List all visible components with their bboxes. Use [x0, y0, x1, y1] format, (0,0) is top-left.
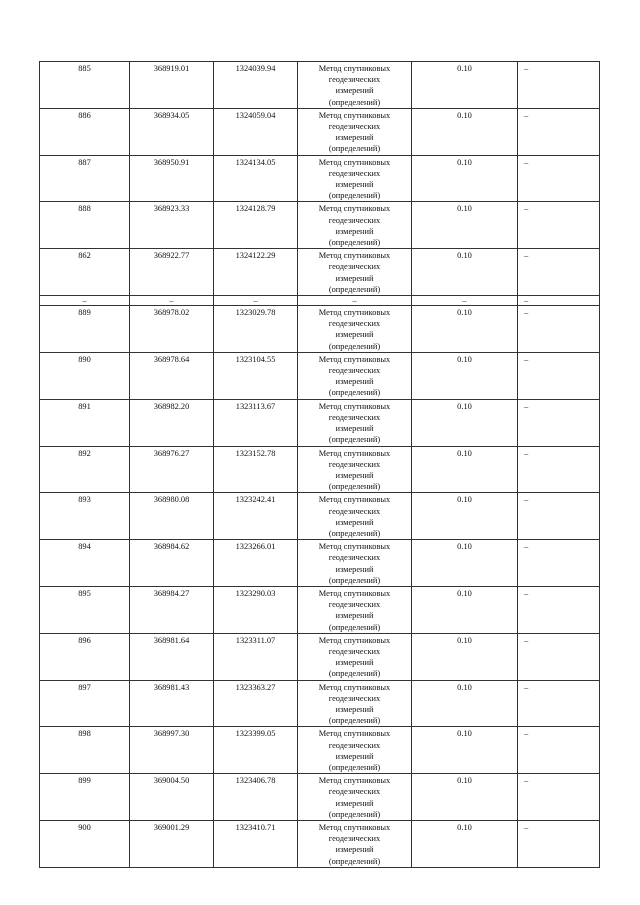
method-line: измерений — [335, 845, 374, 855]
method-line: геодезических — [328, 646, 381, 656]
description-cell: – — [518, 108, 600, 155]
method-cell — [298, 633, 412, 680]
method-line: Метод спутниковых — [318, 401, 391, 411]
table-row — [40, 202, 600, 249]
method-line: геодезических — [328, 740, 381, 750]
accuracy-cell: 0.10 — [412, 586, 518, 633]
x-coordinate-cell: 368984.62 — [130, 540, 214, 587]
method-line: Метод спутниковых — [318, 204, 391, 214]
table-row — [40, 306, 600, 353]
description-cell: – — [518, 493, 600, 540]
point-number-cell: 898 — [40, 727, 130, 774]
method-line: Метод спутниковых — [318, 682, 391, 692]
point-number-cell: 889 — [40, 306, 130, 353]
method-line: геодезических — [328, 319, 381, 329]
table-row — [40, 680, 600, 727]
x-coordinate-cell: 368976.27 — [130, 446, 214, 493]
point-number-cell: 899 — [40, 774, 130, 821]
description-cell: – — [518, 202, 600, 249]
description-cell: – — [518, 352, 600, 399]
method-line: (определений) — [328, 716, 381, 726]
y-coordinate-cell: 1323029.78 — [214, 306, 298, 353]
table-row — [40, 108, 600, 155]
method-line: геодезических — [328, 693, 381, 703]
method-line: Метод спутниковых — [318, 635, 391, 645]
method-line: (определений) — [328, 575, 381, 585]
method-line: геодезических — [328, 600, 381, 610]
x-coordinate-cell: 368981.43 — [130, 680, 214, 727]
method-line: измерений — [335, 424, 374, 434]
method-line: геодезических — [328, 215, 381, 225]
description-cell: – — [518, 155, 600, 202]
accuracy-cell: 0.10 — [412, 62, 518, 109]
method-cell — [298, 155, 412, 202]
point-number-cell: 894 — [40, 540, 130, 587]
accuracy-cell: 0.10 — [412, 493, 518, 540]
table-row — [40, 821, 600, 868]
description-cell: – — [518, 62, 600, 109]
x-coordinate-cell: 368982.20 — [130, 399, 214, 446]
method-line: измерений — [335, 798, 374, 808]
method-line: измерений — [335, 517, 374, 527]
method-line: (определений) — [328, 669, 381, 679]
y-coordinate-cell: 1323406.78 — [214, 774, 298, 821]
method-line: Метод спутниковых — [318, 157, 391, 167]
method-cell — [298, 540, 412, 587]
x-coordinate-cell: 369001.29 — [130, 821, 214, 868]
accuracy-cell: 0.10 — [412, 352, 518, 399]
method-line: (определений) — [328, 97, 381, 107]
accuracy-cell: 0.10 — [412, 727, 518, 774]
description-cell: – — [518, 821, 600, 868]
method-line: геодезических — [328, 122, 381, 132]
method-cell — [298, 108, 412, 155]
table-row — [40, 774, 600, 821]
x-coordinate-cell: 368997.30 — [130, 727, 214, 774]
description-cell: – — [518, 306, 600, 353]
description-cell: – — [518, 680, 600, 727]
accuracy-cell: 0.10 — [412, 774, 518, 821]
table-row — [40, 249, 600, 296]
method-line: (определений) — [328, 284, 381, 294]
method-line: Метод спутниковых — [318, 729, 391, 739]
x-coordinate-cell: 369004.50 — [130, 774, 214, 821]
accuracy-cell: 0.10 — [412, 155, 518, 202]
accuracy-cell: 0.10 — [412, 680, 518, 727]
x-coordinate-cell: 368919.01 — [130, 62, 214, 109]
x-coordinate-cell: 368978.02 — [130, 306, 214, 353]
point-number-cell: – — [40, 296, 130, 306]
method-line: Метод спутниковых — [318, 776, 391, 786]
method-cell — [298, 586, 412, 633]
accuracy-cell: 0.10 — [412, 306, 518, 353]
y-coordinate-cell: 1324039.94 — [214, 62, 298, 109]
method-cell — [298, 493, 412, 540]
point-number-cell: 900 — [40, 821, 130, 868]
point-number-cell: 893 — [40, 493, 130, 540]
x-coordinate-cell: 368934.05 — [130, 108, 214, 155]
table-row — [40, 540, 600, 587]
y-coordinate-cell: 1323152.78 — [214, 446, 298, 493]
method-line: геодезических — [328, 366, 381, 376]
accuracy-cell: 0.10 — [412, 399, 518, 446]
method-line: (определений) — [328, 238, 381, 248]
table-row — [40, 493, 600, 540]
method-cell — [298, 62, 412, 109]
method-line: Метод спутниковых — [318, 308, 391, 318]
y-coordinate-cell: 1323113.67 — [214, 399, 298, 446]
method-line: геодезических — [328, 506, 381, 516]
x-coordinate-cell: 368978.64 — [130, 352, 214, 399]
method-cell — [298, 399, 412, 446]
accuracy-cell: 0.10 — [412, 108, 518, 155]
method-line: (определений) — [328, 762, 381, 772]
accuracy-cell: 0.10 — [412, 633, 518, 680]
method-cell — [298, 306, 412, 353]
method-cell — [298, 680, 412, 727]
x-coordinate-cell: 368923.33 — [130, 202, 214, 249]
x-coordinate-cell: – — [130, 296, 214, 306]
y-coordinate-cell: 1323399.05 — [214, 727, 298, 774]
y-coordinate-cell: 1323242.41 — [214, 493, 298, 540]
method-line: Метод спутниковых — [318, 110, 391, 120]
method-line: Метод спутниковых — [318, 64, 391, 73]
method-line: (определений) — [328, 622, 381, 632]
method-line: (определений) — [328, 856, 381, 866]
method-cell — [298, 821, 412, 868]
method-line: (определений) — [328, 144, 381, 154]
description-cell: – — [518, 296, 600, 306]
y-coordinate-cell: – — [214, 296, 298, 306]
point-number-cell: 885 — [40, 62, 130, 109]
table-row — [40, 446, 600, 493]
accuracy-cell: 0.10 — [412, 202, 518, 249]
method-cell — [298, 202, 412, 249]
y-coordinate-cell: 1324059.04 — [214, 108, 298, 155]
y-coordinate-cell: 1323410.71 — [214, 821, 298, 868]
description-cell: – — [518, 399, 600, 446]
accuracy-cell: 0.10 — [412, 249, 518, 296]
method-line: измерений — [335, 226, 374, 236]
method-line: измерений — [335, 377, 374, 387]
y-coordinate-cell: 1324134.05 — [214, 155, 298, 202]
method-line: измерений — [335, 611, 374, 621]
table-row — [40, 296, 600, 306]
description-cell: – — [518, 774, 600, 821]
method-line: (определений) — [328, 435, 381, 445]
description-cell: – — [518, 540, 600, 587]
method-line: геодезических — [328, 459, 381, 469]
table-row — [40, 727, 600, 774]
method-line: (определений) — [328, 528, 381, 538]
description-cell: – — [518, 249, 600, 296]
method-cell — [298, 352, 412, 399]
table-row — [40, 586, 600, 633]
method-line: (определений) — [328, 482, 381, 492]
point-number-cell: 890 — [40, 352, 130, 399]
y-coordinate-cell: 1323363.27 — [214, 680, 298, 727]
method-line: измерений — [335, 704, 374, 714]
method-line: измерений — [335, 751, 374, 761]
method-cell — [298, 249, 412, 296]
method-cell — [298, 774, 412, 821]
method-line: измерений — [335, 658, 374, 668]
method-cell — [298, 296, 412, 306]
point-number-cell: 895 — [40, 586, 130, 633]
table-row — [40, 633, 600, 680]
description-cell: – — [518, 633, 600, 680]
method-line: Метод спутниковых — [318, 823, 391, 832]
table-row — [40, 155, 600, 202]
point-number-cell: 896 — [40, 633, 130, 680]
method-line: геодезических — [328, 787, 381, 797]
description-cell: – — [518, 446, 600, 493]
description-cell: – — [518, 727, 600, 774]
method-line: измерений — [335, 86, 374, 96]
coordinates-table — [39, 61, 600, 868]
y-coordinate-cell: 1323311.07 — [214, 633, 298, 680]
accuracy-cell: 0.10 — [412, 821, 518, 868]
method-line: (определений) — [328, 809, 381, 819]
x-coordinate-cell: 368981.64 — [130, 633, 214, 680]
method-line: геодезических — [328, 412, 381, 422]
method-line: измерений — [335, 470, 374, 480]
accuracy-cell: – — [412, 296, 518, 306]
method-line: геодезических — [328, 168, 381, 178]
method-line: Метод спутниковых — [318, 495, 391, 505]
point-number-cell: 888 — [40, 202, 130, 249]
point-number-cell: 891 — [40, 399, 130, 446]
description-cell: – — [518, 586, 600, 633]
y-coordinate-cell: 1323266.01 — [214, 540, 298, 587]
method-line: измерений — [335, 330, 374, 340]
method-cell — [298, 727, 412, 774]
method-line: измерений — [335, 133, 374, 143]
point-number-cell: 862 — [40, 249, 130, 296]
method-line: (определений) — [328, 388, 381, 398]
point-number-cell: 897 — [40, 680, 130, 727]
accuracy-cell: 0.10 — [412, 540, 518, 587]
method-line: измерений — [335, 564, 374, 574]
point-number-cell: 887 — [40, 155, 130, 202]
method-line: измерений — [335, 273, 374, 283]
y-coordinate-cell: 1324122.29 — [214, 249, 298, 296]
method-line: – — [352, 296, 357, 306]
point-number-cell: 892 — [40, 446, 130, 493]
method-line: Метод спутниковых — [318, 354, 391, 364]
x-coordinate-cell: 368950.91 — [130, 155, 214, 202]
method-line: геодезических — [328, 834, 381, 844]
method-line: (определений) — [328, 191, 381, 201]
table-body — [40, 62, 600, 868]
method-cell — [298, 446, 412, 493]
y-coordinate-cell: 1323290.03 — [214, 586, 298, 633]
method-line: (определений) — [328, 341, 381, 351]
accuracy-cell: 0.10 — [412, 446, 518, 493]
method-line: Метод спутниковых — [318, 588, 391, 598]
table-row — [40, 352, 600, 399]
table-row — [40, 399, 600, 446]
table-row — [40, 62, 600, 109]
x-coordinate-cell: 368922.77 — [130, 249, 214, 296]
x-coordinate-cell: 368984.27 — [130, 586, 214, 633]
method-line: Метод спутниковых — [318, 542, 391, 552]
x-coordinate-cell: 368980.08 — [130, 493, 214, 540]
method-line: Метод спутниковых — [318, 251, 391, 261]
point-number-cell: 886 — [40, 108, 130, 155]
y-coordinate-cell: 1323104.55 — [214, 352, 298, 399]
method-line: геодезических — [328, 262, 381, 272]
y-coordinate-cell: 1324128.79 — [214, 202, 298, 249]
method-line: Метод спутниковых — [318, 448, 391, 458]
method-line: геодезических — [328, 75, 381, 85]
method-line: геодезических — [328, 553, 381, 563]
method-line: измерений — [335, 180, 374, 190]
